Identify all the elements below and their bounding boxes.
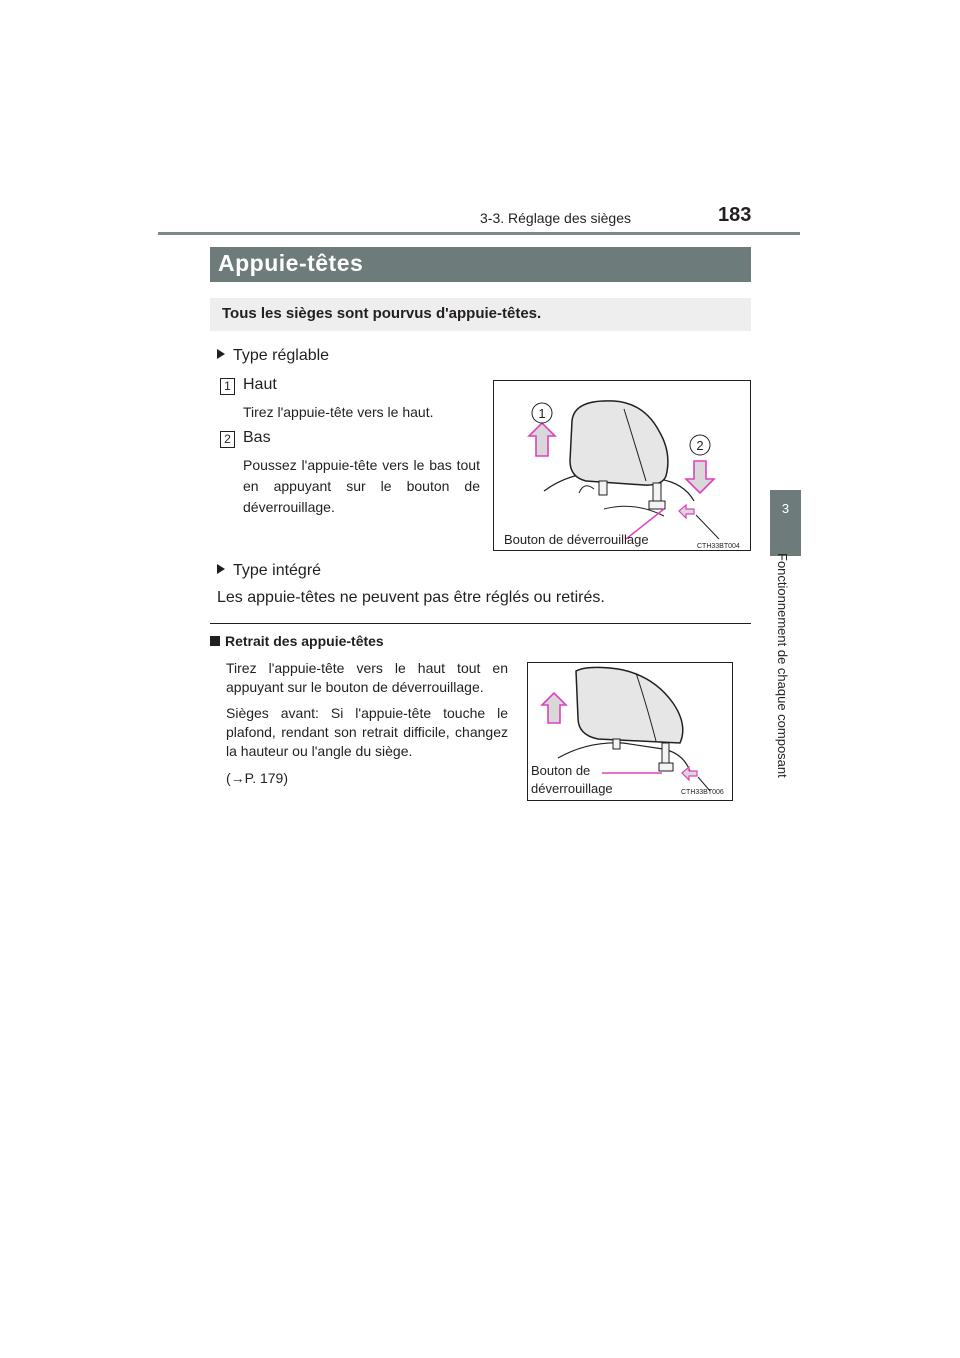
chapter-side-title: [775, 553, 795, 813]
integrated-heading-text: Type intégré: [233, 562, 322, 579]
running-header: 3-3. Réglage des sièges: [480, 210, 631, 226]
adjustable-heading-text: Type réglable: [233, 347, 330, 364]
adjustable-heading: [217, 347, 329, 365]
integrated-description: Les appuie-têtes ne peuvent pas être réglés ou retirés.: [217, 589, 605, 606]
step-badge-2: 2: [220, 431, 235, 448]
figure-code: CTH33BT004: [697, 543, 740, 550]
headrest-figure-adjustable: [493, 380, 751, 551]
triangle-bullet-icon: [217, 349, 225, 359]
step-desc-down: Poussez l'appuie-tête vers le bas tout en appuyant sur le bouton de déverrouillage.: [243, 457, 480, 515]
page-reference: (→P. 179): [226, 770, 288, 786]
chapter-number: 3: [781, 501, 790, 516]
page-number: 183: [718, 204, 752, 226]
figure-code: CTH33BT006: [681, 789, 724, 796]
step-title-down: Bas: [243, 429, 271, 446]
figure-callout-1: 1: [538, 406, 546, 421]
step-badge-1: 1: [220, 378, 235, 395]
chapter-side-title-text: Fonctionnement de chaque composant: [775, 553, 790, 778]
step-title-up: Haut: [243, 376, 277, 393]
figure-callout-2: 2: [696, 438, 704, 453]
section-divider: [210, 623, 751, 624]
headrest-adjust-illustration: [494, 381, 750, 550]
triangle-bullet-icon: [217, 564, 225, 574]
release-button-label-line-1: Bouton de: [531, 763, 591, 778]
integrated-heading: [217, 562, 321, 580]
step-desc-up: Tirez l'appuie-tête vers le haut.: [243, 404, 434, 420]
chapter-tab: [770, 490, 801, 556]
intro-text: Tous les sièges sont pourvus d'appuie-têtes.: [222, 305, 542, 322]
square-bullet-icon: [210, 636, 220, 646]
removal-paragraph-1: Tirez l'appuie-tête vers le haut tout en appuyant sur le bouton de déverrouillage.: [226, 660, 508, 695]
release-button-label: Bouton de déverrouillage: [504, 532, 649, 547]
page-title: Appuie-têtes: [218, 250, 364, 276]
removal-heading: Retrait des appuie-têtes: [225, 633, 384, 649]
removal-paragraph-2: Sièges avant: Si l'appuie-tête touche le plafond, rendant son retrait difficile, changez la hauteur ou l'angle du siège.: [226, 705, 508, 759]
header-rule: [158, 232, 800, 235]
headrest-figure-removal: [527, 662, 733, 801]
release-button-label-line-2: déverrouillage: [531, 781, 613, 796]
